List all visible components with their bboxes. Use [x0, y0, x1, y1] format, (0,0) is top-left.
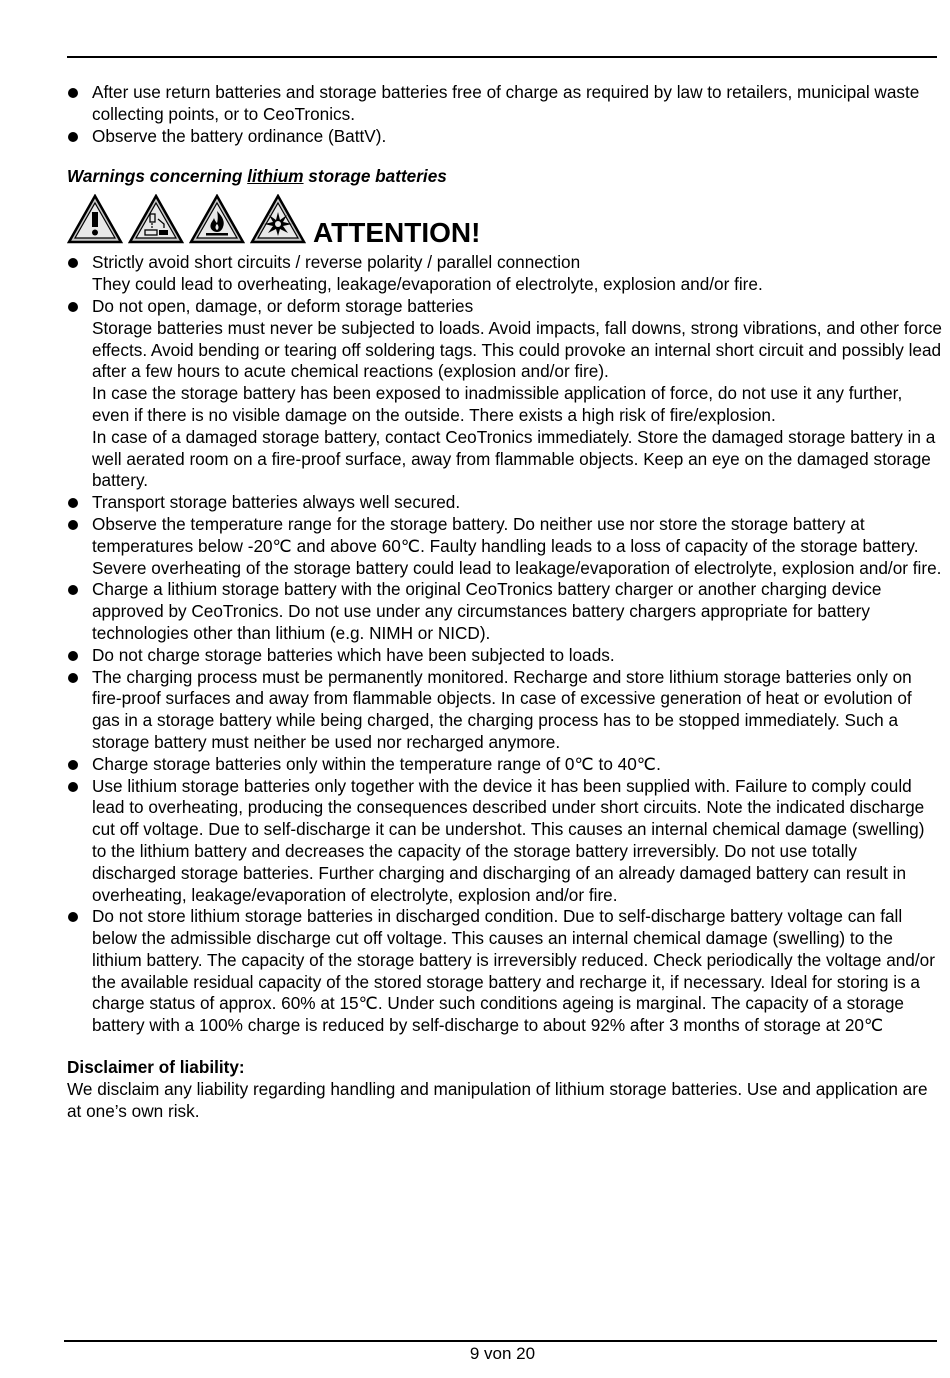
attention-label: ATTENTION!	[313, 217, 481, 249]
section-title-underlined: lithium	[247, 166, 304, 187]
flammable-icon	[189, 194, 245, 244]
bullet-text: Transport storage batteries always well secured.	[92, 492, 461, 513]
bullet-text: Storage batteries must never be subjected to loads. Avoid impacts, fall downs, strong vibrations, and other force effects. Avoid bending or tearing off soldering tags. This could provoke an internal short circuit and possibly lead after a few hours to acute chemical reactions (explosion and/or fire).	[92, 317, 942, 382]
list-item: After use return batteries and storage batteries free of charge as required by law to retailers, municipal waste collecting points, or to CeoTronics.	[67, 82, 942, 126]
bullet-text: Charge a lithium storage battery with the original CeoTronics battery charger or another charging device approved by CeoTronics. Do not use under any circumstances battery chargers appropriate for battery technologies other than lithium (e.g. NIMH or NICD).	[92, 579, 882, 643]
bullet-text: Strictly avoid short circuits / reverse polarity / parallel connection	[92, 252, 581, 273]
bullet-text: Do not charge storage batteries which have been subjected to loads.	[92, 644, 615, 665]
bullet-text: They could lead to overheating, leakage/evaporation of electrolyte, explosion and/or fire.	[92, 274, 763, 295]
corrosive-icon	[128, 194, 184, 244]
header-rule	[67, 56, 937, 58]
list-item: Observe the battery ordinance (BattV).	[67, 126, 942, 148]
list-item	[67, 492, 942, 514]
list-item	[67, 514, 942, 579]
bullet-text: In case of a damaged storage battery, contact CeoTronics immediately. Store the damaged storage battery in a well aerated room on a fire-proof surface, away from flammable objects. Keep an eye on the damaged storage battery.	[92, 426, 936, 491]
page-content	[67, 82, 942, 1122]
section-title	[67, 166, 942, 188]
bullet-text: Do not store lithium storage batteries in discharged condition. Due to self-discharge battery voltage can fall below the admissible discharge cut off voltage. This causes an internal chemical damage (swelling) to the lithium battery. The capacity of the storage battery is irreversibly reduced. Check periodically the voltage and/or the available residual capacity of the stored storage battery and recharge it, if necessary. Ideal for storing is a charge status of approx. 60% at 15℃. Under such conditions ageing is marginal. The capacity of a storage battery with a 100% charge is reduced by self-discharge to about 92% after 3 months of storage at 20℃	[92, 906, 935, 1036]
list-item	[67, 776, 942, 907]
general-warning-icon	[67, 194, 123, 244]
bullet-text: Do not open, damage, or deform storage batteries	[92, 295, 474, 316]
disposal-list	[67, 82, 942, 147]
warnings-list	[67, 252, 942, 1037]
bullet-text: Charge storage batteries only within the temperature range of 0℃ to 40℃.	[92, 753, 661, 774]
page-number: 9 von 20	[469, 1344, 536, 1363]
list-item	[67, 252, 942, 296]
hazard-icons	[67, 192, 942, 252]
list-item	[67, 579, 942, 644]
bullet-text: Observe the temperature range for the storage battery. Do neither use nor store the storage battery at temperatures below -20℃ and above 60℃. Faulty handling leads to a loss of capacity of the storage battery. Severe overheating of the storage battery could lead to leakage/evaporation of electrolyte, explosion and/or fire.	[92, 513, 942, 578]
list-item	[67, 296, 942, 492]
bullet-text: The charging process must be permanently monitored. Recharge and store lithium storage batteries only on fire-proof surfaces and away from flammable objects. In case of excessive generation of heat or evolution of gas in a storage battery while being charged, the charging process has to be stopped immediately. Such a storage battery must neither be used nor recharged anymore.	[92, 666, 912, 752]
section-title-part: Warnings concerning	[67, 166, 248, 187]
list-item	[67, 667, 942, 754]
list-item	[67, 645, 942, 667]
list-item	[67, 906, 942, 1037]
disclaimer-title: Disclaimer of liability:	[67, 1057, 245, 1078]
explosive-icon	[250, 194, 306, 244]
bullet-text: In case the storage battery has been exposed to inadmissible application of force, do not use it any further, even if there is no visible damage on the outside. There exists a high risk of fire/explosion.	[92, 383, 903, 425]
section-title-part: storage batteries	[303, 166, 447, 187]
bullet-text: Use lithium storage batteries only together with the device it has been supplied with. Failure to comply could lead to overheating, producing the consequences described under short circuits. Note the indicated discharge cut off voltage. Due to self-discharge it can be undershot. This causes an internal chemical damage (swelling) to the lithium battery and decreases the capacity of the storage battery irreversibly. Do not use totally discharged storage batteries. Further charging and discharging of an already damaged battery can result in overheating, leakage/evaporation of electrolyte, explosion and/or fire.	[92, 775, 925, 905]
disclaimer-text: We disclaim any liability regarding handling and manipulation of lithium storage batteries. Use and application are at one’s own risk.	[67, 1078, 928, 1121]
list-item	[67, 754, 942, 776]
footer-rule	[64, 1340, 937, 1342]
